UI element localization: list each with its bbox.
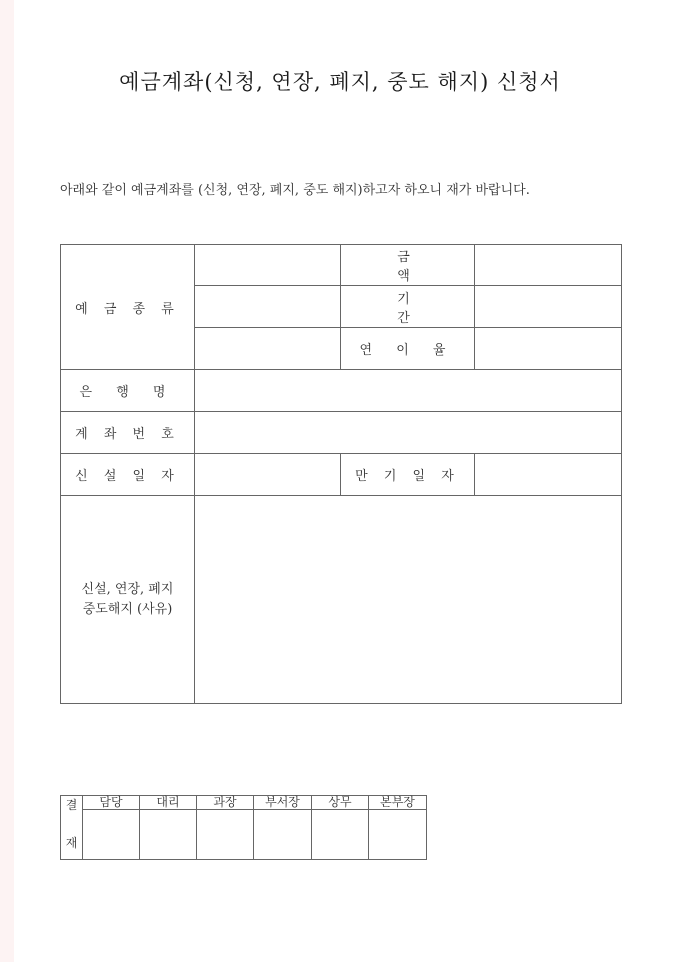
maturity-date-label: 만 기 일 자 — [341, 454, 475, 496]
period-label: 기 간 — [341, 286, 475, 328]
approval-role-section-chief: 과장 — [197, 796, 254, 810]
approval-role-deputy: 대리 — [140, 796, 197, 810]
approval-sign-staff[interactable] — [83, 810, 140, 860]
reason-label-line1: 신설, 연장, 폐지 — [81, 581, 174, 597]
bank-name-field[interactable] — [195, 370, 622, 412]
period-field[interactable] — [475, 286, 622, 328]
rate-field[interactable] — [475, 328, 622, 370]
approval-label-top: 결 — [65, 798, 78, 812]
approval-label-bottom: 재 — [65, 836, 78, 850]
approval-sign-deputy[interactable] — [140, 810, 197, 860]
approval-role-managing-director: 상무 — [312, 796, 369, 810]
reason-field[interactable] — [195, 496, 622, 704]
approval-role-staff: 담당 — [83, 796, 140, 810]
rate-label: 연 이 율 — [341, 328, 475, 370]
deposit-type-label: 예 금 종 류 — [61, 245, 195, 370]
account-number-label: 계 좌 번 호 — [61, 412, 195, 454]
page-edge — [0, 0, 14, 962]
approval-role-division-head: 본부장 — [369, 796, 427, 810]
approval-label — [61, 796, 83, 860]
approval-role-dept-head: 부서장 — [254, 796, 312, 810]
reason-label-line2: 중도해지 (사유) — [82, 601, 173, 617]
deposit-type-field-1[interactable] — [195, 245, 341, 286]
amount-field[interactable] — [475, 245, 622, 286]
open-date-field[interactable] — [195, 454, 341, 496]
application-form-table — [60, 244, 622, 704]
approval-sign-division-head[interactable] — [369, 810, 427, 860]
document-title: 예금계좌(신청, 연장, 폐지, 중도 해지) 신청서 — [119, 70, 561, 94]
intro-text: 아래와 같이 예금계좌를 (신청, 연장, 폐지, 중도 해지)하고자 하오니 재가 바랍니다. — [60, 183, 530, 198]
approval-table — [60, 795, 427, 860]
approval-sign-dept-head[interactable] — [254, 810, 312, 860]
reason-label — [61, 496, 195, 704]
deposit-type-field-2[interactable] — [195, 286, 341, 328]
approval-sign-managing-director[interactable] — [312, 810, 369, 860]
bank-name-label: 은 행 명 — [61, 370, 195, 412]
open-date-label: 신 설 일 자 — [61, 454, 195, 496]
approval-sign-section-chief[interactable] — [197, 810, 254, 860]
deposit-type-field-3[interactable] — [195, 328, 341, 370]
account-number-field[interactable] — [195, 412, 622, 454]
maturity-date-field[interactable] — [475, 454, 622, 496]
amount-label: 금 액 — [341, 245, 475, 286]
